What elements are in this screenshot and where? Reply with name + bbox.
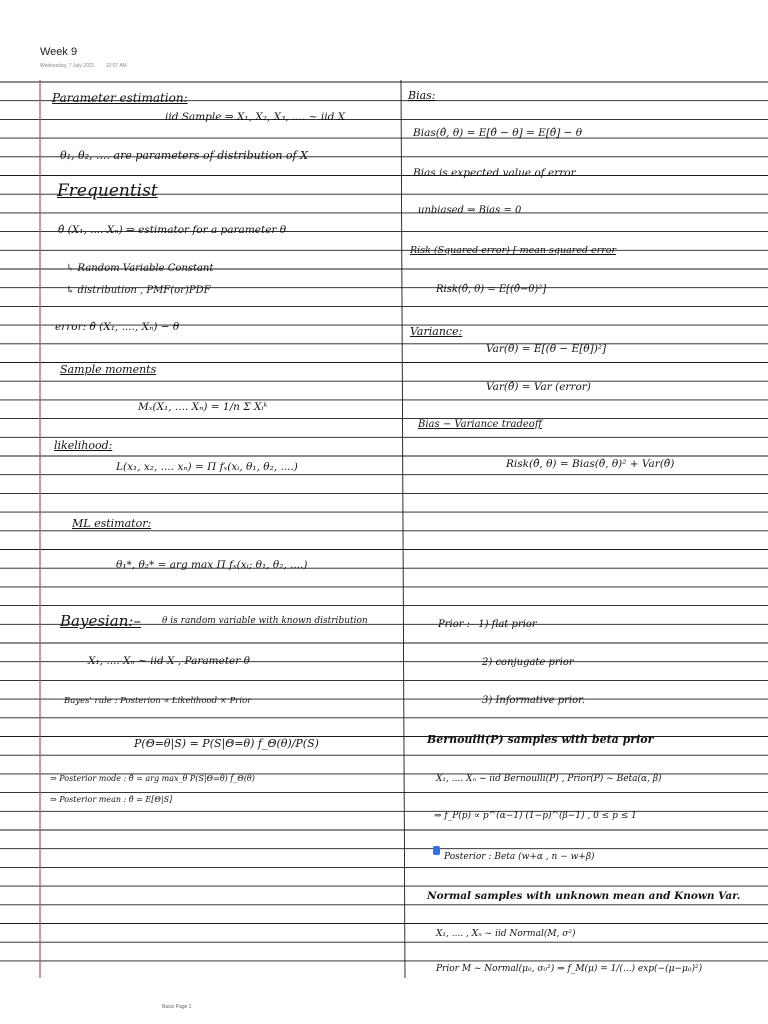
page-title: Week 9 [40,46,78,58]
note-heading-frequentist: Frequentist [57,181,158,201]
page-date: Wednesday, 7 July 2021 [40,63,95,69]
note-line: Prior M ~ Normal(μ₀, σ₀²) ⇒ f_M(μ) = 1/(...) exp(−(μ−μ₀)²) [436,964,703,974]
note-line: L(x₁, x₂, .... xₙ) = Π fₓ(xᵢ, θ₁, θ₂, ....) [116,461,298,473]
note-heading-likelihood: likelihood: [54,439,113,452]
page-footer: Basic Page 1 [162,1004,192,1010]
note-line: Var(θ̂) = E[(θ̂ − E[θ̂])²] [486,343,607,355]
note-line: error: θ̂ (X₁, ...., Xₙ) − θ [55,321,180,333]
note-line: ↳ distribution , PMF(or)PDF [66,285,211,296]
note-line: θ₁*, θ₂* = arg max Π fₓ(xᵢ; θ₁, θ₂, ....) [116,559,308,571]
note-line: θ̂ (X₁, .... Xₙ) ⇒ estimator for a parameter θ [58,224,287,236]
note-line: P(Θ=θ|S) = P(S|Θ=θ) f_Θ(θ)/P(S) [134,737,319,750]
note-line: ⇒ f_P(p) ∝ p^(α−1) (1−p)^(β−1) , 0 ≤ p ≤ 1 [434,811,637,821]
note-line: 3) Informative prior. [482,695,586,706]
note-line: Risk(θ̂, θ) = Bias(θ̂, θ)² + Var(θ̂) [506,458,675,470]
note-line: unbiased ⇒ Bias = 0 [418,205,522,216]
note-line: X₁, .... , Xₙ ~ iid Normal(M, σ²) [436,929,576,939]
note-heading-variance: Variance: [410,325,463,338]
note-heading-bias-variance-tradeoff: Bias − Variance tradeoff [418,419,542,430]
note-line: Bias(θ̂, θ) = E[θ̂ − θ] = E[θ̂] − θ [413,127,583,139]
note-heading-sample-moments: Sample moments [60,363,157,376]
note-line: Prior :– 1) flat prior [438,619,537,630]
note-line: ⇒ Posterior mean : θ̂ = E[Θ|S] [50,795,173,804]
note-line: ↳ Random Variable Constant [66,263,214,274]
note-line: Bias is expected value of error [413,167,576,179]
note-heading-bias: Bias: [408,89,436,102]
note-heading-risk: Risk (Squared error) [ mean squared error [410,245,617,256]
note-line: Mₓ(X₁, .... Xₙ) = 1/n Σ Xᵢᵏ [138,401,268,413]
note-line: θ is random variable with known distribution [162,616,368,626]
note-line: ⇒ Posterior mode : θ̂ = arg max_θ P(S|Θ=θ) f_Θ(θ) [50,774,255,783]
note-line: X₁, .... Xₙ ~ iid X , Parameter θ [88,655,250,667]
note-line: 2) conjugate prior [482,657,574,668]
note-heading-bayesian: Bayesian:– [60,612,141,630]
note-heading-normal-samples: Normal samples with unknown mean and Known Var. [427,890,741,902]
note-heading-ml-estimator: ML estimator: [72,517,152,530]
note-line: Risk(θ̂, θ) = E[(θ̂−θ)²] [436,284,547,295]
page-meta [40,63,137,69]
column-divider [401,80,405,978]
note-line: Posterior : Beta (w+α , n − w+β) [444,852,595,862]
note-heading-parameter-estimation: Parameter estimation: [52,91,188,105]
note-line: iid Sample ⇒ X₁, X₂, X₃, .... ~ iid X [165,111,346,123]
note-line: Bayes' rule : Posterion ∝ Likelihood × Prior [64,696,252,706]
note-line: Var(θ̂) = Var (error) [486,381,591,393]
note-line: θ₁, θ₂, .... are parameters of distribution of X [60,149,308,162]
note-line: X₁, .... Xₙ ~ iid Bernoulli(P) , Prior(P) ~ Beta(α, β) [436,774,662,784]
page-time: 12:07 AM [105,63,127,69]
note-heading-bernoulli: Bernoulli(P) samples with beta prior [427,733,654,746]
highlight-mark [433,846,440,855]
